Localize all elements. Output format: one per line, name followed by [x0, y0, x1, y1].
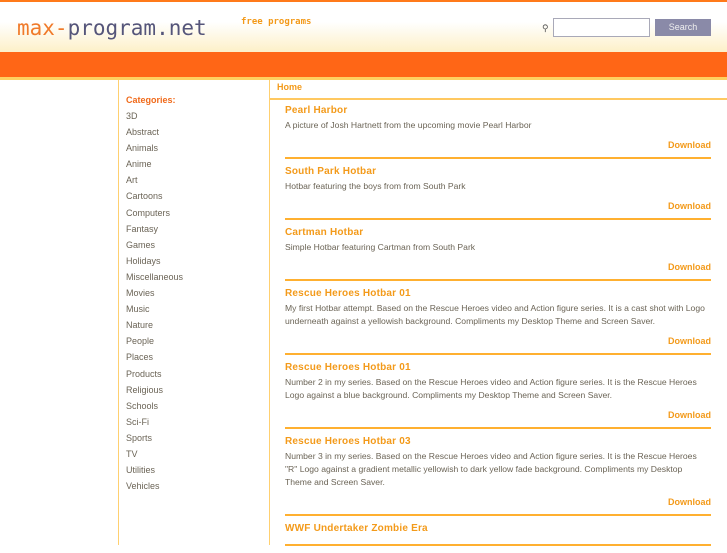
- download-link[interactable]: Download: [668, 497, 711, 507]
- list-item: [285, 523, 711, 546]
- category-link[interactable]: Computers: [126, 207, 171, 218]
- category-link[interactable]: Sci-Fi: [126, 416, 149, 427]
- item-title[interactable]: WWF Undertaker Zombie Era: [285, 523, 428, 534]
- tagline: free programs: [241, 17, 312, 27]
- category-link[interactable]: Movies: [126, 288, 155, 299]
- category-link[interactable]: Places: [126, 352, 154, 363]
- logo-text: program.net: [67, 16, 207, 40]
- item-description: Number 2 in my series. Based on the Rescue Heroes video and Action figure series. It is the Rescue Heroes Logo against a blue background. Compliments my Desktop Theme and Screen Saver.: [285, 377, 697, 400]
- category-link[interactable]: Utilities: [126, 465, 156, 476]
- item-description: A picture of Josh Hartnett from the upcoming movie Pearl Harbor: [285, 120, 532, 130]
- header: [0, 2, 727, 52]
- divider: [0, 77, 727, 80]
- download-link[interactable]: Download: [668, 140, 711, 150]
- download-link[interactable]: Download: [668, 410, 711, 420]
- category-link[interactable]: Abstract: [126, 127, 160, 138]
- item-description: Simple Hotbar featuring Cartman from South Park: [285, 242, 476, 252]
- site-logo[interactable]: [17, 16, 207, 40]
- item-description: Number 3 in my series. Based on the Rescue Heroes video and Action figure series. It is the Rescue Heroes "R" Logo against a gradient metallic yellowish to dark yellow fade background. Compliments my Desktop Theme and Screen Saver.: [285, 451, 697, 487]
- category-link[interactable]: Fantasy: [126, 223, 159, 234]
- list-item: [285, 105, 711, 159]
- category-link[interactable]: Products: [126, 368, 162, 379]
- category-link[interactable]: Anime: [126, 159, 152, 170]
- category-link[interactable]: Animals: [126, 143, 159, 154]
- item-title[interactable]: South Park Hotbar: [285, 166, 377, 177]
- category-link[interactable]: Miscellaneous: [126, 271, 184, 282]
- category-link[interactable]: Schools: [126, 400, 159, 411]
- item-title[interactable]: Cartman Hotbar: [285, 227, 364, 238]
- search-input[interactable]: [553, 18, 650, 37]
- item-list: [285, 105, 711, 553]
- categories-sidebar: [126, 95, 183, 497]
- divider: [270, 98, 727, 100]
- list-item: [285, 166, 711, 220]
- item-title[interactable]: Rescue Heroes Hotbar 01: [285, 362, 411, 373]
- breadcrumb-home[interactable]: Home: [277, 82, 303, 92]
- divider: [269, 80, 270, 545]
- item-title[interactable]: Rescue Heroes Hotbar 01: [285, 288, 411, 299]
- list-item: [285, 362, 711, 429]
- search-icon: ⚲: [542, 23, 549, 33]
- category-link[interactable]: Art: [126, 175, 138, 186]
- list-item: [285, 227, 711, 281]
- category-link[interactable]: 3D: [126, 111, 138, 121]
- category-link[interactable]: Holidays: [126, 255, 161, 266]
- category-link[interactable]: Cartoons: [126, 191, 163, 202]
- category-link[interactable]: Nature: [126, 320, 154, 331]
- category-link[interactable]: TV: [126, 448, 138, 459]
- item-title[interactable]: Pearl Harbor: [285, 105, 348, 116]
- item-description: Hotbar featuring the boys from from South Park: [285, 181, 466, 191]
- category-link[interactable]: Games: [126, 239, 156, 250]
- download-link[interactable]: Download: [668, 201, 711, 211]
- download-link[interactable]: Download: [668, 336, 711, 346]
- category-link[interactable]: Vehicles: [126, 481, 160, 492]
- category-link[interactable]: Music: [126, 304, 150, 315]
- category-link[interactable]: Sports: [126, 432, 153, 443]
- download-link[interactable]: Download: [668, 262, 711, 272]
- categories-heading: Categories:: [126, 95, 176, 105]
- divider: [118, 80, 119, 545]
- search-button[interactable]: Search: [655, 19, 711, 36]
- list-item: [285, 288, 711, 355]
- item-description: My first Hotbar attempt. Based on the Rescue Heroes video and Action figure series. It is a cast shot with Logo underneath against a yellowish background. Compliments my Desktop Theme and Screen Saver.: [285, 303, 705, 326]
- category-link[interactable]: People: [126, 336, 155, 347]
- category-link[interactable]: Religious: [126, 384, 164, 395]
- logo-text: max-: [17, 16, 68, 40]
- list-item: [285, 436, 711, 516]
- nav-bar: [0, 52, 727, 77]
- item-title[interactable]: Rescue Heroes Hotbar 03: [285, 436, 411, 447]
